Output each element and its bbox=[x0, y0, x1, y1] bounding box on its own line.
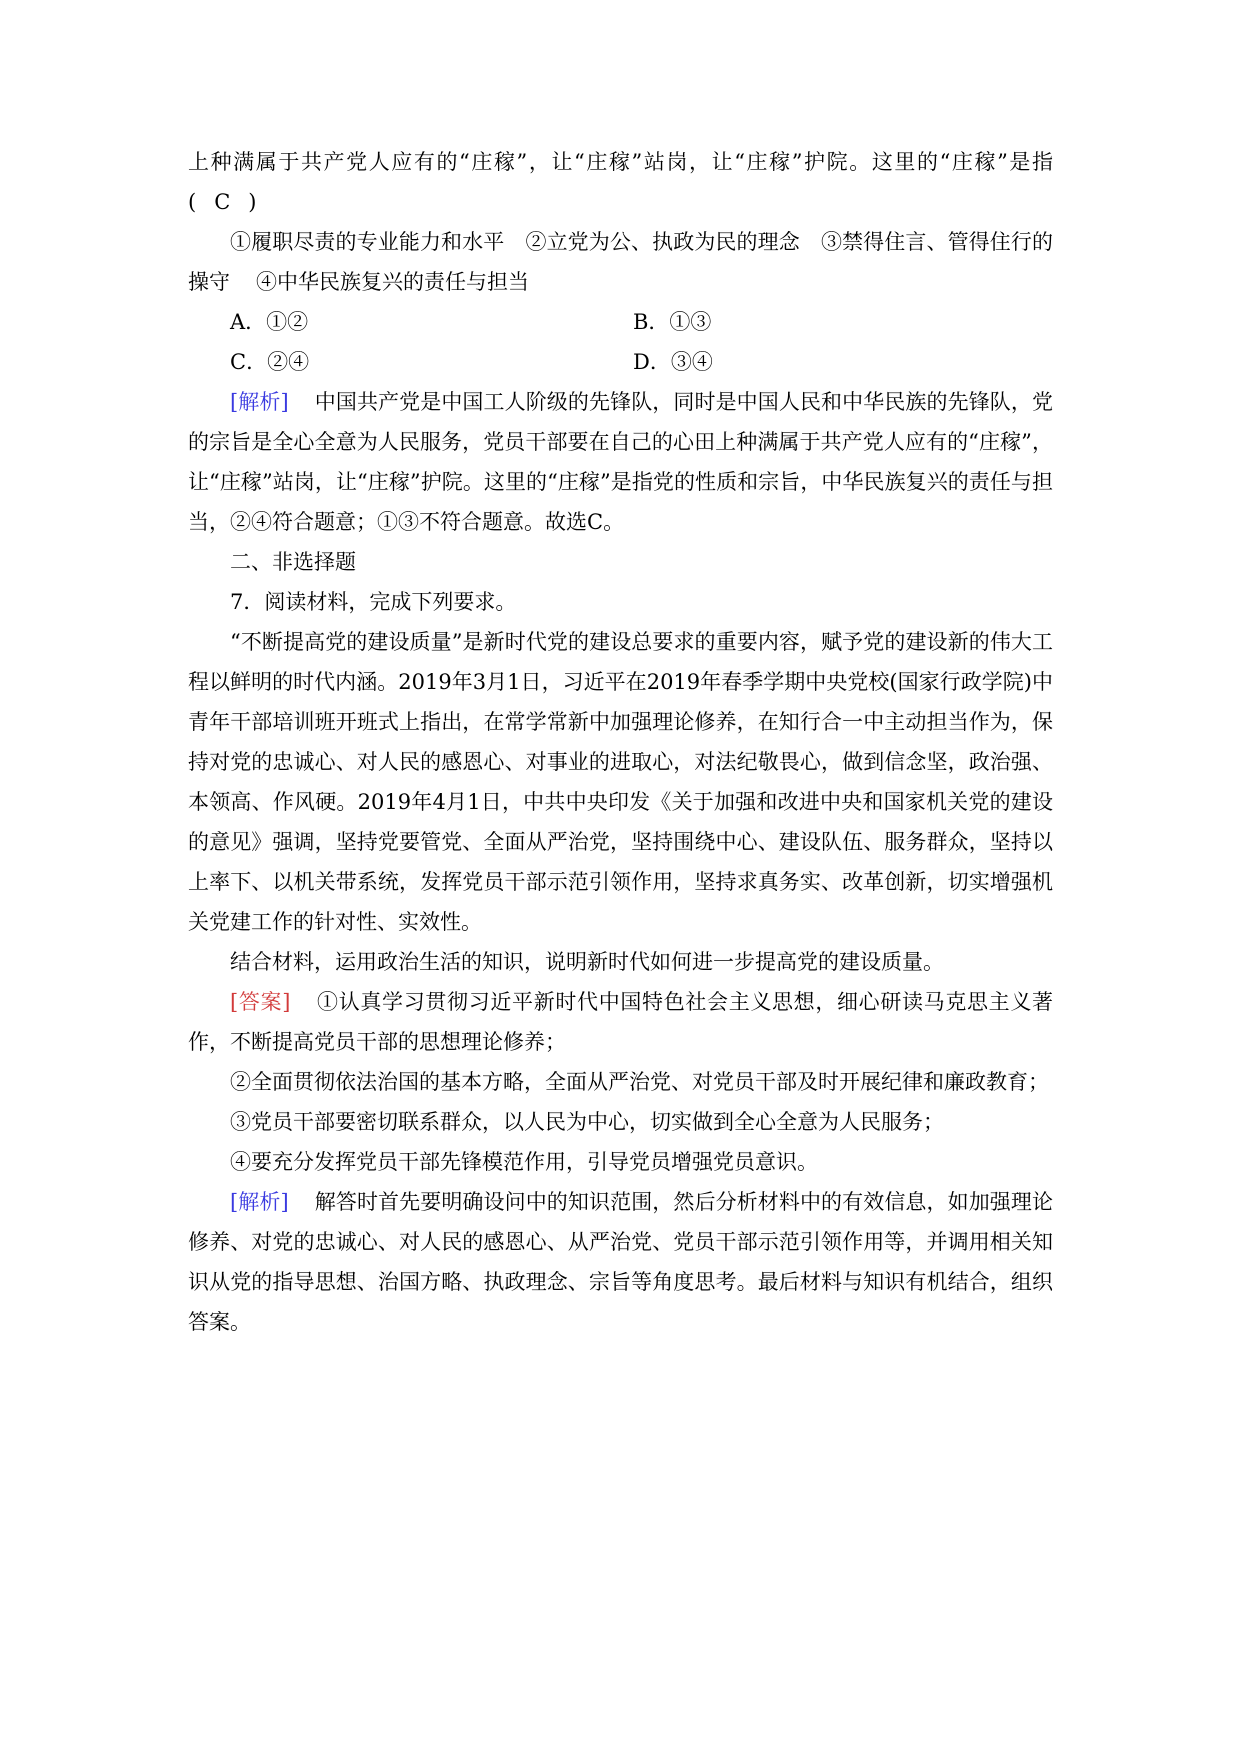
q6-analysis-text: 中国共产党是中国工人阶级的先锋队，同时是中国人民和中华民族的先锋队，党的宗旨是全心全意为人民服务，党员干部要在自己的心田上种满属于共产党人应有的“庄稼”，让“庄稼”站岗，让“庄稼”护院。这里的“庄稼”是指党的性质和宗旨，中华民族复兴的责任与担当，②④符合题意；①③不符合题意。故选C。 bbox=[188, 390, 1053, 534]
q7-analysis bbox=[188, 1182, 1053, 1342]
q7-question: 结合材料，运用政治生活的知识，说明新时代如何进一步提高党的建设质量。 bbox=[230, 950, 944, 974]
page-content bbox=[188, 142, 1053, 1342]
q7-material: “不断提高党的建设质量”是新时代党的建设总要求的重要内容，赋予党的建设新的伟大工程以鲜明的时代内涵。2019年3月1日，习近平在2019年春季学期中央党校(国家行政学院)中青年干部培训班开班式上指出，在常学常新中加强理论修养，在知行合一中主动担当作为，保持对党的忠诚心、对人民的感恩心、对事业的进取心，对法纪敬畏心，做到信念坚，政治强、本领高、作风硬。2019年4月1日，中共中央印发《关于加强和改进中央和国家机关党的建设的意见》强调，坚持党要管党、全面从严治党，坚持围绕中心、建设队伍、服务群众，坚持以上率下、以机关带系统，发挥党员干部示范引领作用，坚持求真务实、改革创新，切实增强机关党建工作的针对性、实效性。 bbox=[188, 630, 1053, 934]
q6-stem-text: 上种满属于共产党人应有的“庄稼”，让“庄稼”站岗，让“庄稼”护院。这里的“庄稼”是指( bbox=[188, 150, 1053, 214]
q7-answer-tag: [答案] bbox=[230, 990, 291, 1014]
q6-statements-a: ①履职尽责的专业能力和水平 ②立党为公、执政为民的理念 ③禁得住言、管得住行的操守 bbox=[188, 230, 1053, 294]
q6-stem bbox=[188, 142, 1053, 222]
q7-answer-point-1-text: ①认真学习贯彻习近平新时代中国特色社会主义思想，细心研读马克思主义著作，不断提高党员干部的思想理论修养； bbox=[188, 990, 1054, 1054]
q6-statements bbox=[188, 222, 1053, 302]
q7-answer-point-2: ②全面贯彻依法治国的基本方略，全面从严治党、对党员干部及时开展纪律和廉政教育； bbox=[230, 1070, 1049, 1094]
q6-analysis-tag: [解析] bbox=[230, 390, 289, 414]
q6-option-c: C．②④ bbox=[230, 350, 310, 374]
q6-statements-b: ④中华民族复兴的责任与担当 bbox=[256, 270, 529, 294]
q7-answer-point-3: ③党员干部要密切联系群众，以人民为中心，切实做到全心全意为人民服务； bbox=[230, 1110, 944, 1134]
q6-options-row-2 bbox=[188, 342, 1053, 382]
q7-answer-point-1 bbox=[188, 982, 1053, 1062]
q6-stem-answer: C bbox=[214, 190, 231, 214]
q6-stem-close: ) bbox=[248, 190, 257, 214]
q6-analysis bbox=[188, 382, 1053, 542]
q6-option-b: B．①③ bbox=[633, 310, 712, 334]
q6-option-a: A．①② bbox=[230, 310, 309, 334]
q7-analysis-text: 解答时首先要明确设问中的知识范围，然后分析材料中的有效信息，如加强理论修养、对党的忠诚心、对人民的感恩心、从严治党、党员干部示范引领作用等，并调用相关知识从党的指导思想、治国方略、执政理念、宗旨等角度思考。最后材料与知识有机结合，组织答案。 bbox=[188, 1190, 1053, 1334]
q6-options-row-1 bbox=[188, 302, 1053, 342]
q7-analysis-tag: [解析] bbox=[230, 1190, 289, 1214]
section-heading: 二、非选择题 bbox=[230, 550, 356, 574]
q7-prompt: 7．阅读材料，完成下列要求。 bbox=[230, 590, 517, 614]
q7-answer-point-4: ④要充分发挥党员干部先锋模范作用，引导党员增强党员意识。 bbox=[230, 1150, 818, 1174]
q6-option-d: D．③④ bbox=[633, 350, 713, 374]
